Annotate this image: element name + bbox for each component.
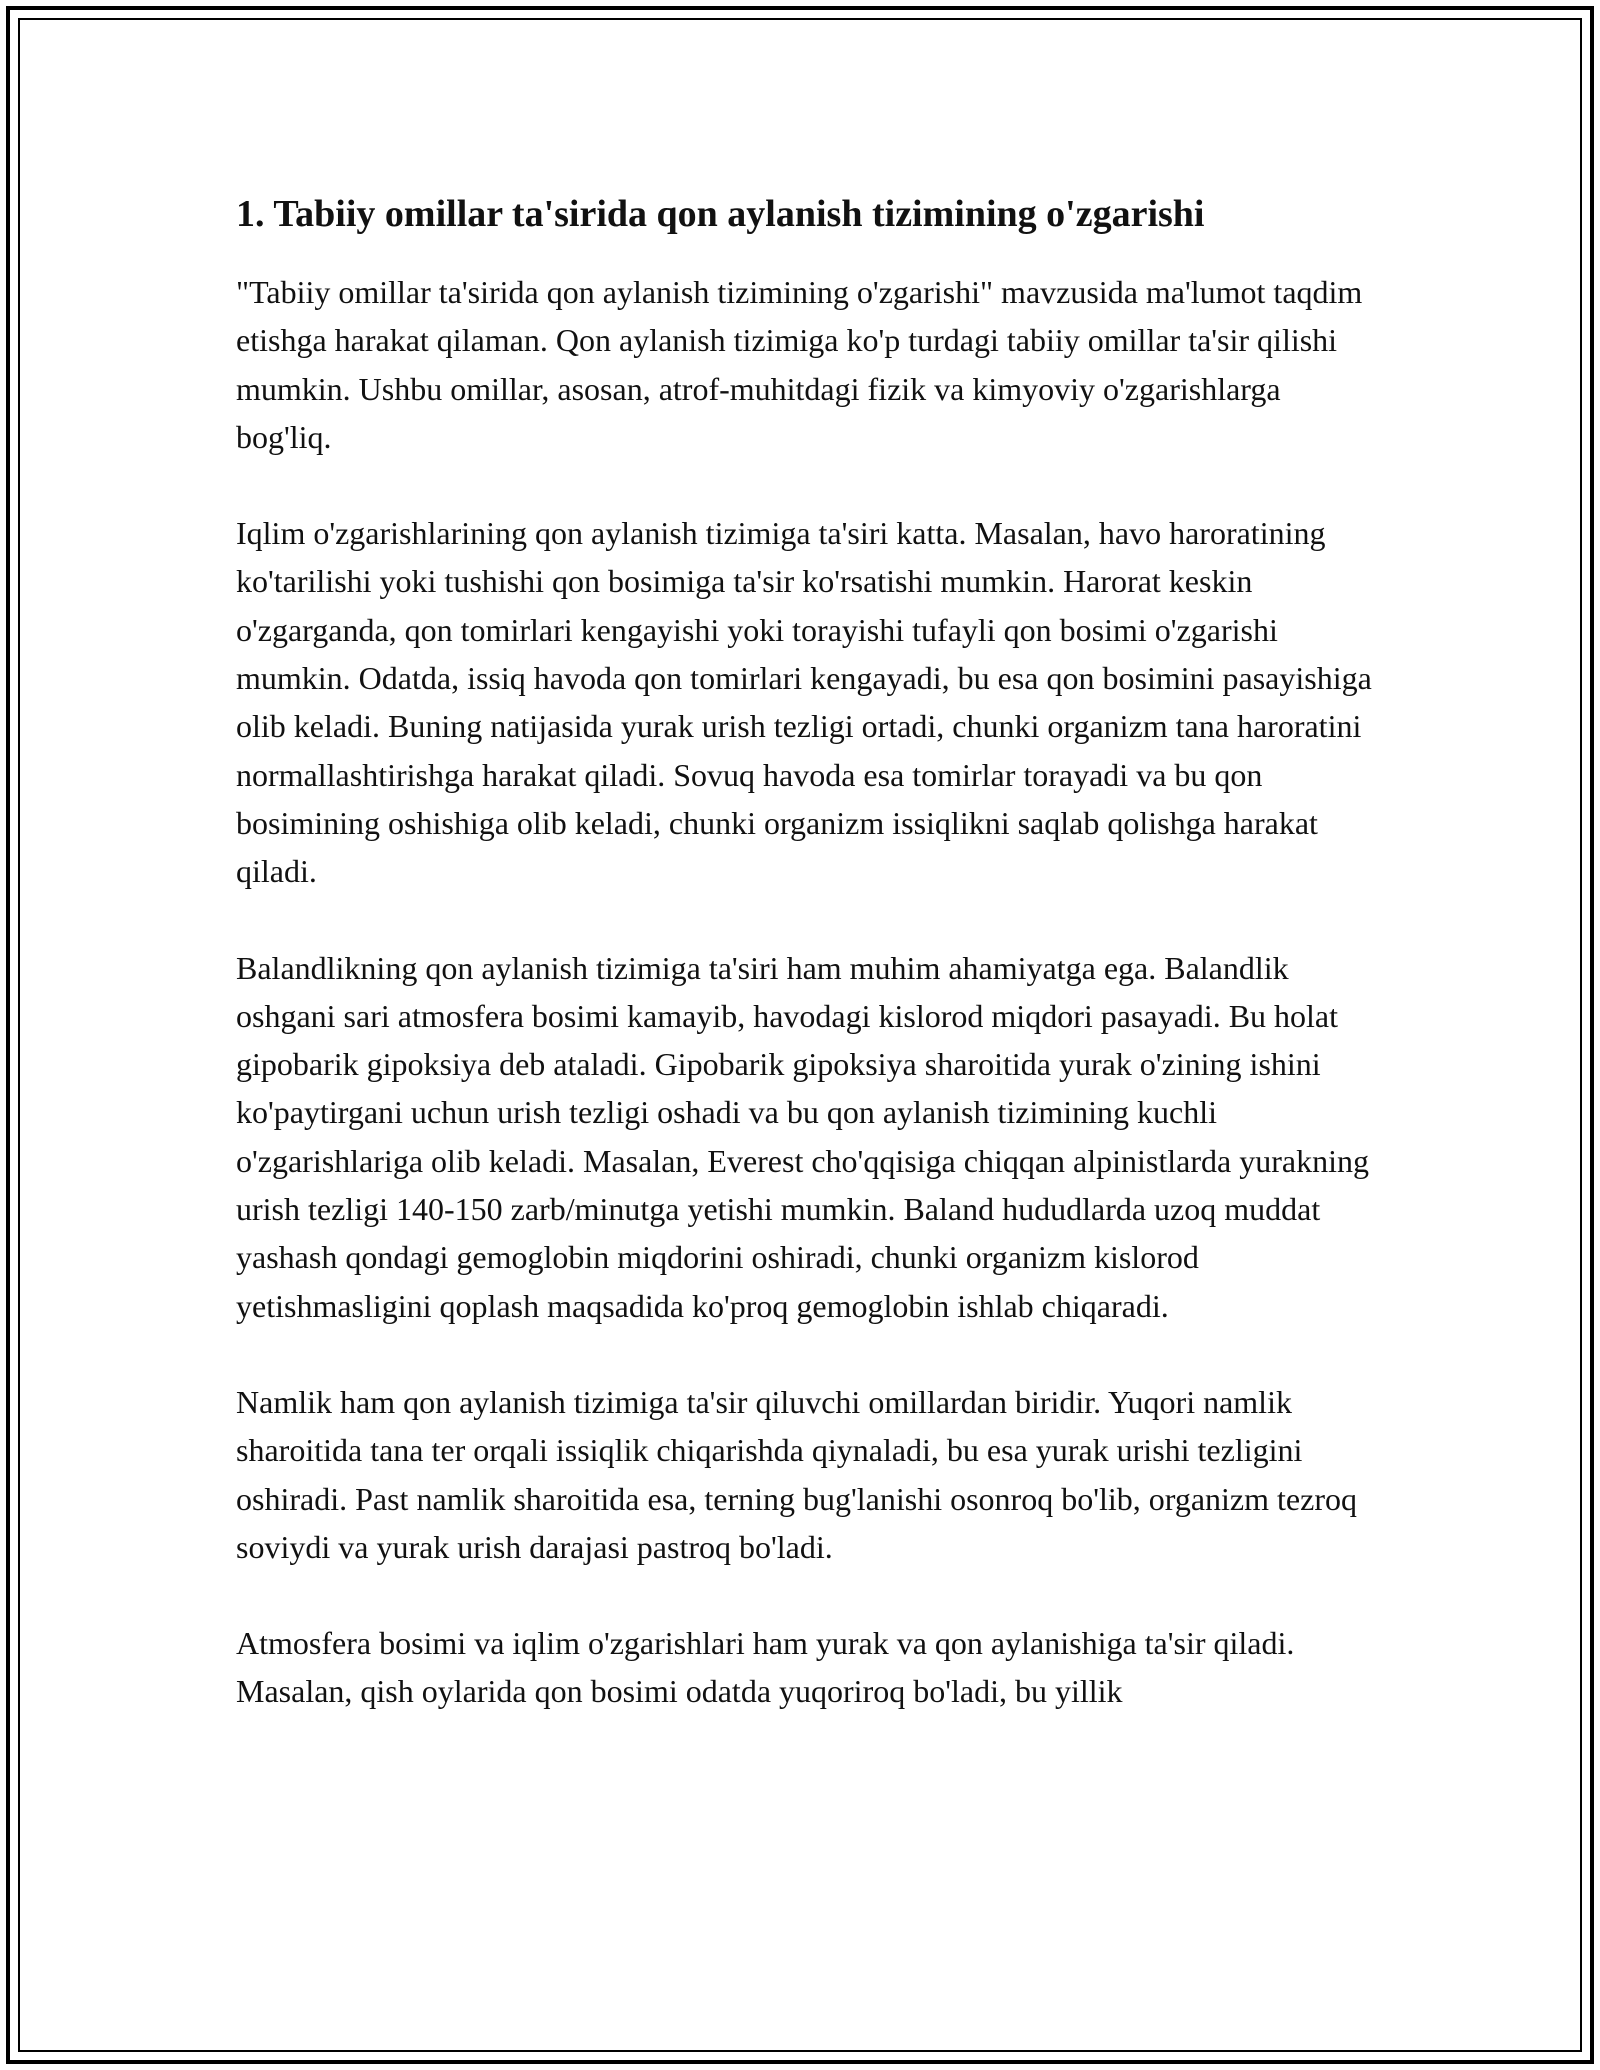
paragraph-altitude: Balandlikning qon aylanish tizimiga ta'siri ham muhim ahamiyatga ega. Balandlik oshgani sari atmosfera bosimi kamayib, havodagi kislorod miqdori pasayadi. Bu holat gipobarik gipoksiya deb ataladi. Gipobarik gipoksiya sharoitida yurak o'zining ishini ko'paytirgani uchun urish tezligi oshadi va bu qon aylanish tizimining kuchli o'zgarishlariga olib keladi. Masalan, Everest cho'qqisiga chiqqan alpinistlarda yurakning urish tezligi 140-150 zarb/minutga yetishi mumkin. Baland hududlarda uzoq muddat yashash qondagi gemoglobin miqdorini oshiradi, chunki organizm kislorod yetishmasligini qoplash maqsadida ko'proq gemoglobin ishlab chiqaradi. [236,949,1369,1324]
paragraph-climate: Iqlim o'zgarishlarining qon aylanish tizimiga ta'siri katta. Masalan, havo haroratining ko'tarilishi yoki tushishi qon bosimiga ta'sir ko'rsatishi mumkin. Harorat keskin o'zgarganda, qon tomirlari kengayishi yoki torayishi tufayli qon bosimi o'zgarishi mumkin. Odatda, issiq havoda qon tomirlari kengayadi, bu esa qon bosimini pasayishiga olib keladi. Buning natijasida yurak urish tezligi ortadi, chunki organizm tana haroratini normallashtirishga harakat qiladi. Sovuq havoda esa tomirlar torayadi va bu qon bosimining oshishiga olib keladi, chunki organizm issiqlikni saqlab qolishga harakat qiladi. [236,515,1372,890]
paragraph-humidity: Namlik ham qon aylanish tizimiga ta'sir qiluvchi omillardan biridir. Yuqori namlik sharoitida tana ter orqali issiqlik chiqarishda qiynaladi, bu esa yurak urishi tezligini oshiradi. Past namlik sharoitida esa, terning bug'lanishi osonroq bo'lib, organizm tezroq soviydi va yurak urish darajasi pastroq bo'ladi. [236,1383,1357,1565]
document-body [236,186,1376,1716]
paragraph-pressure: Atmosfera bosimi va iqlim o'zgarishlari ham yurak va qon aylanishiga ta'sir qiladi. Masalan, qish oylarida qon bosimi odatda yuqoriroq bo'ladi, bu yillik [236,1625,1295,1710]
paragraph-intro: "Tabiiy omillar ta'sirida qon aylanish tizimining o'zgarishi" mavzusida ma'lumot taqdim etishga harakat qilaman. Qon aylanish tizimiga ko'p turdagi tabiiy omillar ta'sir qilishi mumkin. Ushbu omillar, asosan, atrof-muhitdagi fizik va kimyoviy o'zgarishlarga bog'liq. [236,274,1363,455]
section-heading: 1. Tabiiy omillar ta'sirida qon aylanish tizimining o'zgarishi [236,193,1205,235]
